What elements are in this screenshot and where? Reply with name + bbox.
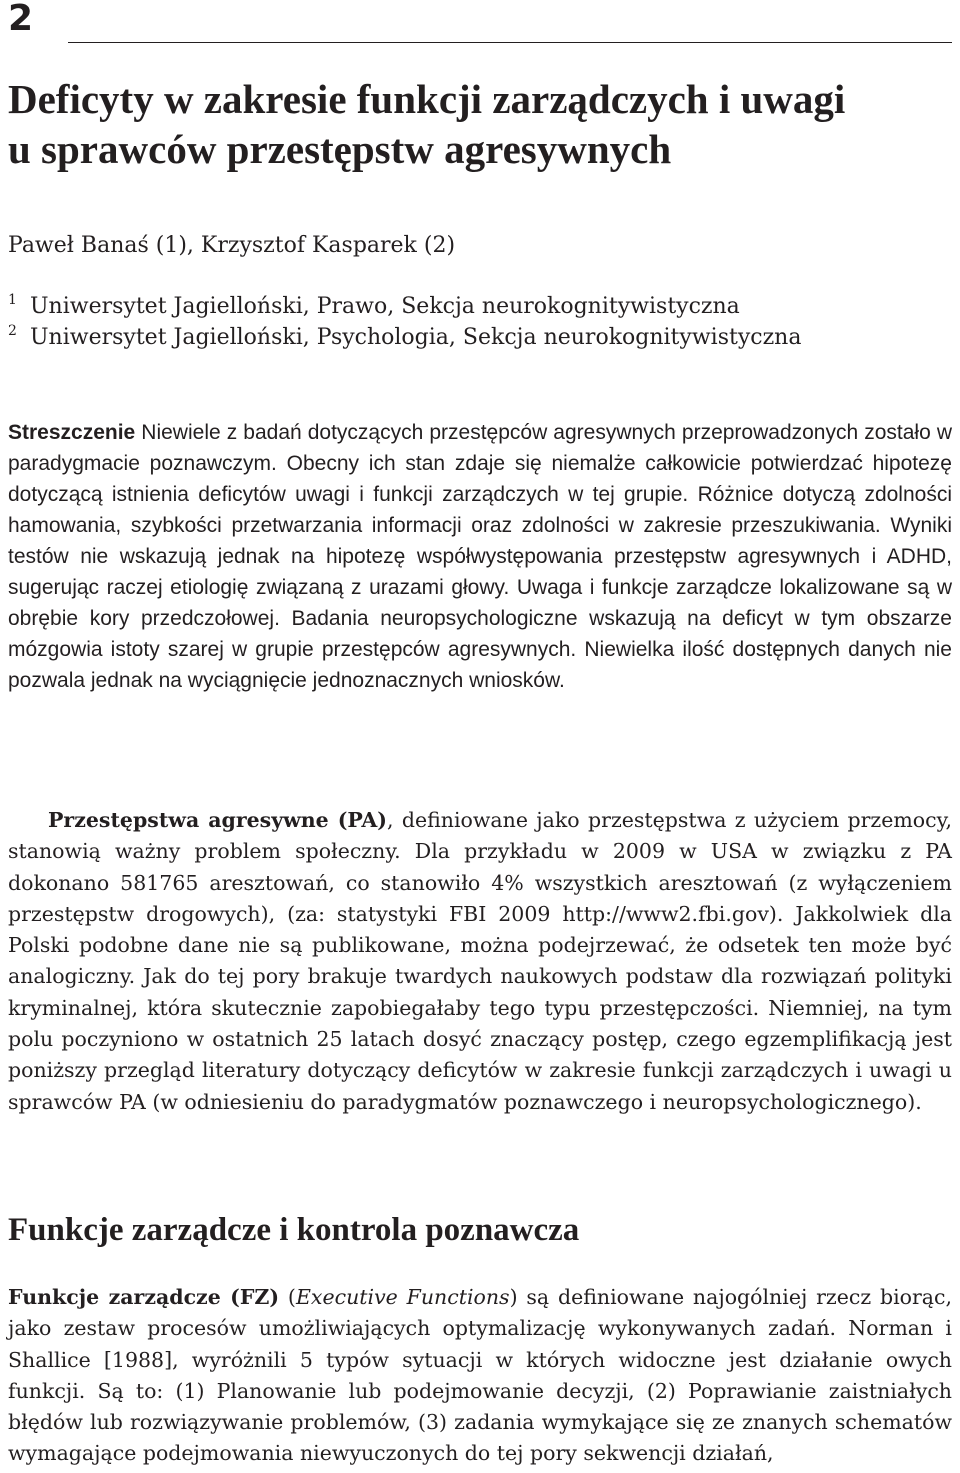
abstract-text: Niewiele z badań dotyczących przestępców agresywnych przeprowadzonych zostało w paradygmacie poznawczym. Obecny ich stan zdaje się niemalże całkowicie potwierdzać hipotezę dotyczącą istnienia deficytów uwagi i funkcji zarządczych w tej grupie. Różnice dotyczą zdolności hamowania, szybkości przetwarzania informacji oraz zdolności w zakresie przeszukiwania. Wyniki testów nie wskazują jednak na hipotezę współwystępowania przestępstw agresywnych i ADHD, sugerując raczej etiologię związaną z urazami głowy. Uwaga i funkcje zarządcze lokalizowane są w obrębie kory przedczołowej. Badania neuropsychologiczne wskazują na deficyt w tym obszarze mózgowia istoty szarej w grupie przestępców agresywnych. Niewielka ilość dostępnych danych nie pozwala jednak na wyciągnięcie jednoznacznych wniosków. [8,421,952,692]
section-bold-term: Funkcje zarządcze (FZ) [8,1285,280,1309]
affiliation-1 [8,292,740,324]
affiliation-text: Uniwersytet Jagielloński, Psychologia, Sekcja neurokognitywistyczna [30,325,802,350]
intro-bold-term: Przestępstwa agresywne (PA) [48,808,387,832]
affiliation-mark: 1 [8,292,17,308]
section-open-paren: ( [279,1285,296,1309]
author-list: Paweł Banaś (1), Krzysztof Kasparek (2) [8,233,456,258]
intro-paragraph [8,805,952,1118]
paper-title-line-2: u sprawców przestępstw agresywnych [8,126,672,172]
paper-title-line-1: Deficyty w zakresie funkcji zarządczych i uwagi [8,76,846,122]
paper-title [8,74,952,174]
section-italic-term: Executive Functions [295,1285,510,1309]
chapter-header [8,0,952,48]
section-paragraph [8,1282,952,1470]
section-heading: Funkcje zarządcze i kontrola poznawcza [8,1212,580,1248]
affiliation-mark: 2 [8,323,17,339]
abstract [8,417,952,696]
affiliation-text: Uniwersytet Jagielloński, Prawo, Sekcja neurokognitywistyczna [30,294,740,319]
section-text: ) są definiowane najogólniej rzecz biorąc, jako zestaw procesów umożliwiających optymalizację wykonywanych zadań. Norman i Shallice [1988], wyróżnili 5 typów sytuacji w których widoczne jest działanie owych funkcji. Są to: (1) Planowanie lub podejmowanie decyzji, (2) Poprawianie zaistniałych błędów lub rozwiązywanie problemów, (3) zadania wymykające się ze znanych schematów wymagające podejmowania niewyuczonych do tej pory sekwencji działań, [8,1285,952,1466]
chapter-rule [68,42,952,43]
affiliation-2 [8,323,801,355]
intro-text: , definiowane jako przestępstwa z użyciem przemocy, stanowią ważny problem społeczny. Dla przykładu w 2009 w USA w związku z PA dokonano 581765 aresztowań, co stanowiło 4% wszystkich aresztowań (z wyłączeniem przestępstw drogowych), (za: statystyki FBI 2009 http://www2.fbi.gov). Jakkolwiek dla Polski podobne dane nie są publikowane, można podejrzewać, że odsetek ten może być analogiczny. Jak do tej pory brakuje twardych naukowych podstaw dla rozwiązań polityki kryminalnej, która skutecznie zapobiegałaby tego typu przestępczości. Niemniej, na tym polu poczyniono w ostatnich 25 latach dosyć znaczący postęp, czego egzemplifikacją jest poniższy przegląd literatury dotyczący deficytów w zakresie funkcji zarządczych i uwagi u sprawców PA (w odniesieniu do paradygmatów poznawczego i neuropsychologicznego). [8,808,952,1114]
chapter-number: 2 [8,0,34,39]
abstract-label: Streszczenie [8,421,136,444]
